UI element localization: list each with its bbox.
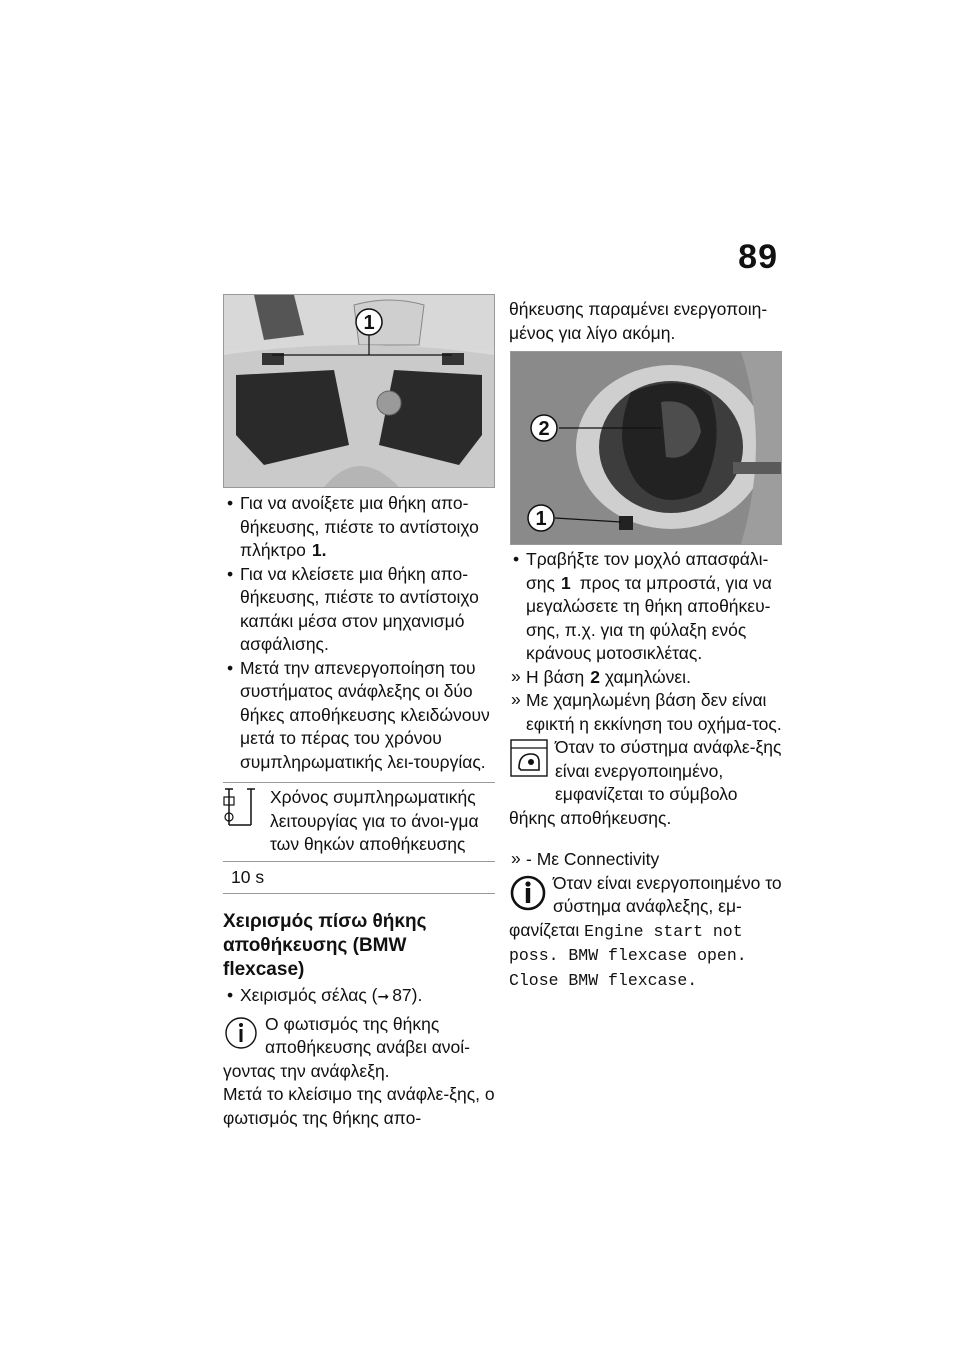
bullet-lock: • Μετά την απενεργοποίηση του συστήματος ανάφλεξης οι δύο θήκες αποθήκευσης κλειδώνουν μετά το πέρας του χρόνου συμπληρωματικής λει-τουργίας.	[223, 657, 495, 775]
right-top-text: θήκευσης παραμένει ενεργοποιη-μένος για λίγο ακόμη.	[509, 299, 768, 343]
ref-1: 1.	[311, 540, 327, 560]
callout-1: 1	[363, 312, 375, 334]
photo-flexcase	[510, 351, 782, 545]
result-no-start: » Με χαμηλωμένη βάση δεν είναι εφικτή η εκκίνηση του οχήμα-τος.	[509, 689, 784, 736]
photo-glovebox-buttons	[223, 294, 495, 488]
bullet-open: • Για να ανοίξετε μια θήκη απο-θήκευσης, πιέστε το αντίστοιχο πλήκτρο 1.	[223, 492, 495, 563]
info-box-value: 10 s	[223, 861, 495, 894]
left-column	[223, 492, 495, 1130]
display-message: Engine start not poss. BMW flexcase open. Close BMW flexcase.	[509, 921, 747, 990]
callout-1b: 1	[535, 508, 547, 530]
bullet-release-lever: • Τραβήξτε τον μοχλό απασφάλι-σης 1 προς τα μπροστά, για να μεγαλώσετε τη θήκη αποθήκευ-σης, π.χ. για τη φύλαξη ενός κράνους μοτοσικλέτας.	[509, 548, 784, 666]
connectivity-item: » - Με Connectivity	[509, 848, 784, 872]
note-light: Ο φωτισμός της θήκης αποθήκευσης ανάβει ανοί-γοντας την ανάφλεξη.	[223, 1013, 471, 1081]
info-icon	[223, 1015, 259, 1058]
timer-icon	[223, 785, 257, 836]
ref-1-right: 1	[560, 572, 571, 593]
display-symbol-icon	[509, 738, 549, 785]
info-bold-icon	[509, 874, 547, 919]
section-heading: Χειρισμός πίσω θήκης αποθήκευσης (BMW flexcase)	[223, 911, 427, 980]
right-column	[509, 548, 784, 992]
page-number: 89	[738, 238, 778, 276]
photo-flexcase-illustration	[511, 352, 781, 544]
info-box-label: Χρόνος συμπληρωματικής λειτουργίας για το άνοι-γμα των θηκών αποθήκευσης	[270, 787, 479, 854]
page-ref-arrow-icon: ➞	[377, 988, 390, 1004]
result-base-lowers: » Η βάση 2 χαμηλώνει.	[509, 666, 784, 690]
photo-glovebox-illustration	[224, 295, 494, 487]
ref-2: 2	[590, 666, 600, 687]
bullet-close: • Για να κλείσετε μια θήκη απο-θήκευσης, πιέστε το αντίστοιχο καπάκι μέσα στον μηχανισμό ασφάλισης.	[223, 563, 495, 657]
display-note: Όταν το σύστημα ανάφλε-ξης είναι ενεργοποιημένο, εμφανίζεται το σύμβολο θήκης αποθήκευσης.	[509, 737, 782, 828]
info-note-connectivity: Όταν είναι ενεργοποιημένο το σύστημα ανάφλεξης, εμ-φανίζεται Engine start not poss. BMW flexcase open. Close BMW flexcase.	[509, 872, 782, 990]
callout-2: 2	[538, 418, 550, 440]
bullet-seat-ref: • Χειρισμός σέλας (➞ 87).	[223, 984, 495, 1009]
info-box	[223, 782, 495, 894]
note-light-cont: Μετά το κλείσιμο της ανάφλε-ξης, ο φωτισμός της θήκης απο-	[223, 1084, 495, 1128]
